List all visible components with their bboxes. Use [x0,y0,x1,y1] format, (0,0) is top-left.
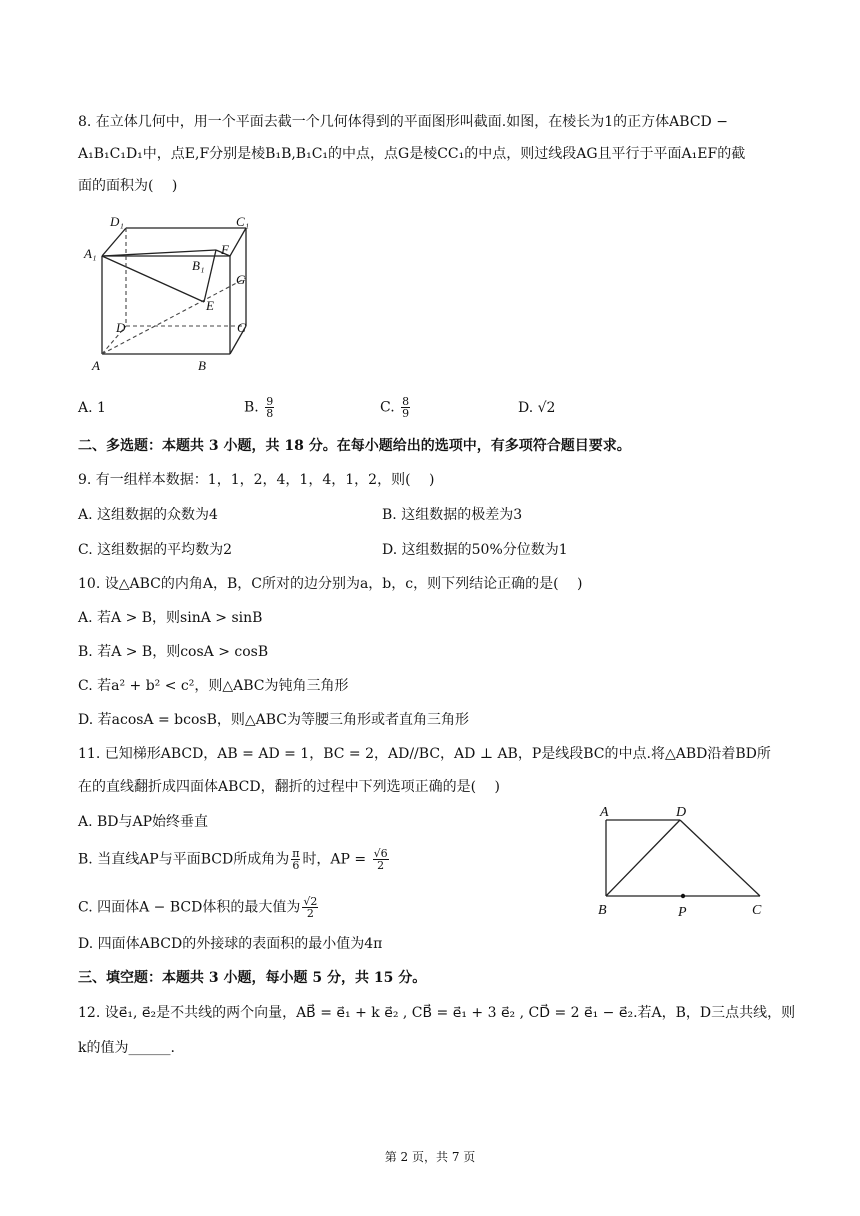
q10-option-d[interactable]: D. 若acosA = bcosB，则△ABC为等腰三角形或者直角三角形 [78,712,470,728]
q8-option-a[interactable]: A. 1 [78,400,106,416]
label-C1: C₁ [236,214,250,229]
label-B1: B₁ [192,258,205,273]
label-G: G [236,272,246,287]
q12-stem-line2: k的值为______. [78,1040,175,1056]
label-A: A [92,358,100,373]
label-B: B [598,903,607,918]
q8-option-b-prefix: B. [244,399,264,416]
q9-stem: 9. 有一组样本数据：1，1，2，4，1，4，1，2，则( ) [78,472,435,488]
q11-stem-line1: 11. 已知梯形ABCD，AB = AD = 1，BC = 2，AD//BC，AD ⊥ AB，P是线段BC的中点.将△ABD沿着BD所 [78,746,771,762]
q10-option-c[interactable]: C. 若a² + b² < c²，则△ABC为钝角三角形 [78,678,349,694]
q11-option-c-prefix: C. 四面体A − BCD体积的最大值为 [78,899,301,916]
cube-figure [80,212,270,374]
q11-option-b-angle: $\frac{\pi}{6}$ [292,847,300,872]
q11-option-c-value: $\frac{√2}{2}$ [303,895,318,920]
label-F: F [221,242,229,257]
label-D1: D₁ [110,214,124,229]
q12-stem-line1: 12. 设e⃗₁, e⃗₂是不共线的两个向量，AB⃗ = e⃗₁ + k e⃗₂ , CB⃗ = e⃗₁ + 3 e⃗₂ , CD⃗ = 2 e⃗₁ − e⃗₂.若A，B，D三点共线，则 [78,1005,796,1021]
label-A: A [600,805,609,820]
q10-option-b[interactable]: B. 若A > B，则cosA > cosB [78,644,269,660]
section-2-title: 二、多选题：本题共 3 小题，共 18 分。在每小题给出的选项中，有多项符合题目要求。 [78,438,631,454]
q8-option-d[interactable]: D. √2 [518,400,556,416]
q9-option-a[interactable]: A. 这组数据的众数为4 [78,507,218,523]
q8-option-b-fraction: $\frac{9}{8}$ [266,395,274,420]
q8-stem-line2: A₁B₁C₁D₁中，点E,F分别是棱B₁B,B₁C₁的中点，点G是棱CC₁的中点，则过线段AG且平行于平面A₁EF的截 [78,146,746,162]
q11-option-b-prefix: B. 当直线AP与平面BCD所成角为 [78,851,290,868]
label-D: D [676,805,687,820]
q9-option-d[interactable]: D. 这组数据的50%分位数为1 [382,542,568,558]
page-number-footer: 第 2 页，共 7 页 [384,1150,476,1164]
q8-option-c[interactable] [380,396,412,419]
section-3-title: 三、填空题：本题共 3 小题，每小题 5 分，共 15 分。 [78,970,427,986]
q11-stem-line2: 在的直线翻折成四面体ABCD，翻折的过程中下列选项正确的是( ) [78,779,500,795]
q8-stem-line1: 8. 在立体几何中，用一个平面去截一个几何体得到的平面图形叫截面.如图，在棱长为1的正方体ABCD − [78,114,728,130]
q8-option-c-prefix: C. [380,399,400,416]
label-B: B [198,358,206,373]
q11-option-b[interactable] [78,848,391,871]
q8-option-b[interactable] [244,396,276,419]
q10-stem: 10. 设△ABC的内角A，B，C所对的边分别为a，b，c，则下列结论正确的是( ) [78,576,583,592]
q11-option-b-mid: 时，AP = [302,851,371,868]
label-E: E [206,298,214,313]
label-C: C [237,320,246,335]
q11-option-c[interactable] [78,896,320,919]
q11-option-a[interactable]: A. BD与AP始终垂直 [78,814,209,830]
q9-option-c[interactable]: C. 这组数据的平均数为2 [78,542,233,558]
q8-stem-line3: 面的面积为( ) [78,178,178,194]
label-P: P [678,905,687,920]
q8-option-c-fraction: $\frac{8}{9}$ [402,395,410,420]
q11-option-b-value: $\frac{√6}{2}$ [373,847,388,872]
label-C: C [752,903,762,918]
label-D: D [116,320,126,335]
trapezoid-figure [592,800,782,920]
q9-option-b[interactable]: B. 这组数据的极差为3 [382,507,523,523]
label-A1: A₁ [84,246,97,261]
q10-option-a[interactable]: A. 若A > B，则sinA > sinB [78,610,263,626]
q11-option-d[interactable]: D. 四面体ABCD的外接球的表面积的最小值为4π [78,936,383,952]
